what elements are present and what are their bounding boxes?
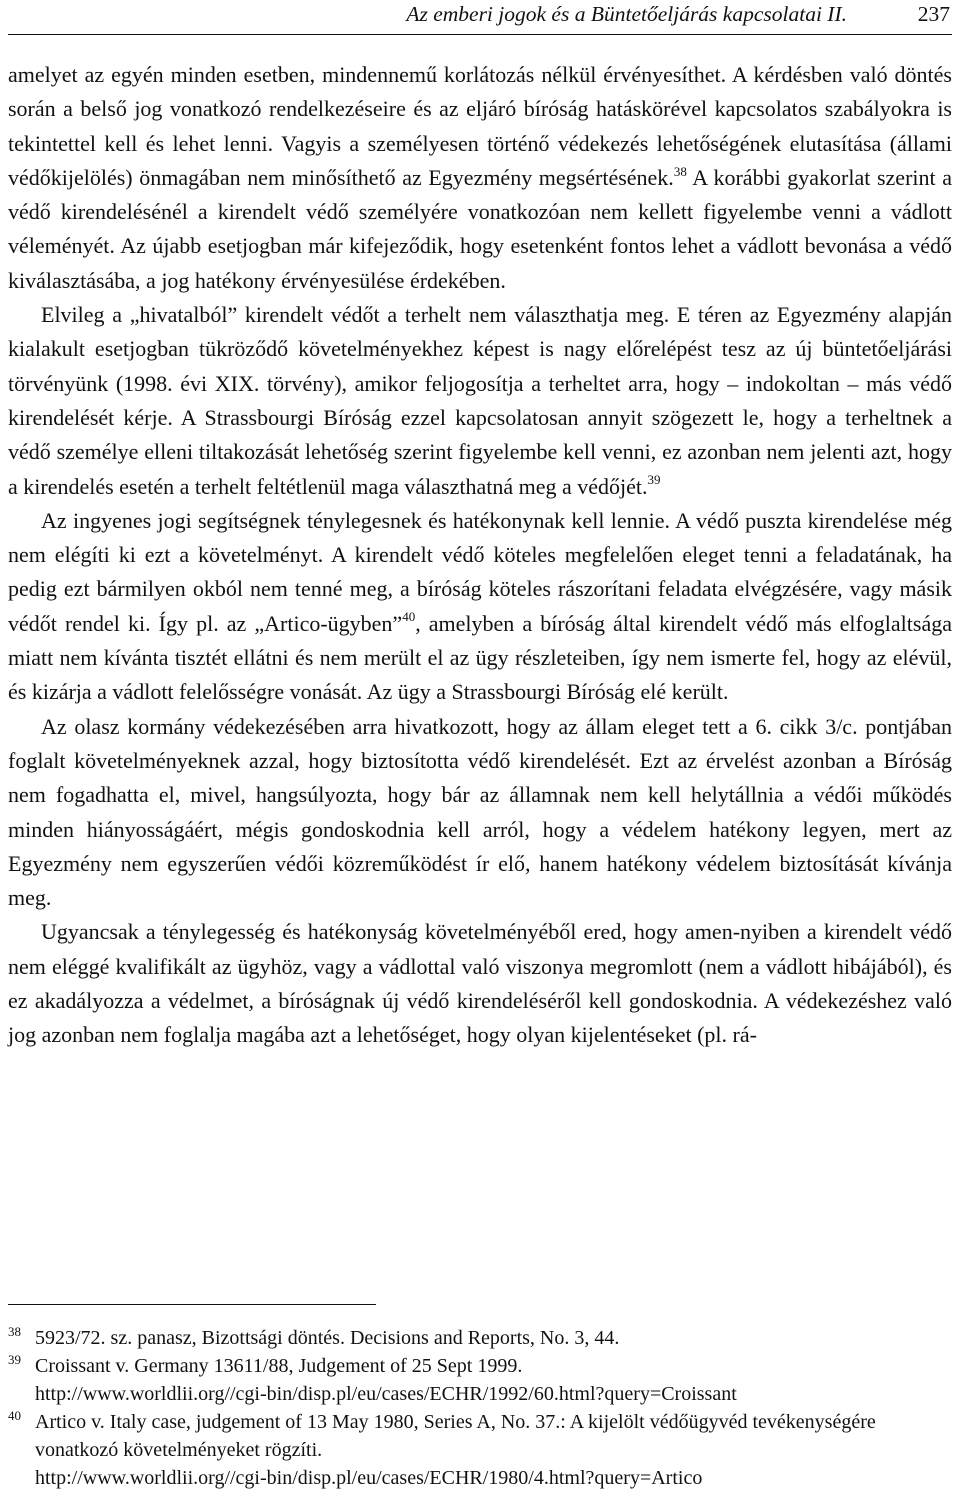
running-title: Az emberi jogok és a Büntetőeljárás kapcsolatai II. [406, 2, 847, 26]
paragraph-text: Elvileg a „hivatalból” kirendelt védőt a terhelt nem választhatja meg. E téren az Egyezmény alapján kialakult esetjogban tükröződő követelményekhez képest is nagy előrelépést tesz az új büntetőeljárási törvényünk (1998. évi XIX. törvény), amikor feljogosítja a terheltet arra, hogy – indokoltan – más védő kirendelését kérje. A Strassbourgi Bíróság ezzel kapcsolatosan annyit szögezett le, hogy a terheltnek a védő személye elleni tiltakozását lehetőség szerint figyelembe kell venni, ez azonban nem jelenti azt, hogy a kirendelés esetén a terhelt feltétlenül maga választhatná meg a védőjét. [8, 302, 952, 499]
footnote [8, 1352, 952, 1408]
paragraph [8, 504, 952, 710]
footnote-text: 5923/72. sz. panasz, Bizottsági döntés. Decisions and Reports, No. 3, 44. [35, 1327, 620, 1349]
footnote-number: 39 [8, 1352, 21, 1367]
footnote-text: Croissant v. Germany 13611/88, Judgement of 25 Sept 1999. [35, 1355, 523, 1377]
footnote [8, 1324, 952, 1352]
main-text [8, 58, 952, 1053]
footnote [8, 1408, 952, 1492]
page-number: 237 [917, 2, 950, 26]
paragraph-text: amelyet az egyén minden esetben, mindennemű korlátozás nélkül érvényesíthet. A kérdésben való döntés során a belső jog vonatkozó rendelkezéseire és az eljáró bíróság hatáskörével kapcsolatos szabályokra is tekintettel kell és lehet lenni. Vagyis a személyesen történő védekezés lehetőségének elutasítása (állami védőkijelölés) önmagában nem minősíthető az Egyezmény megsértésének. [8, 62, 952, 190]
footnotes [8, 1324, 952, 1492]
footnote-ref[interactable]: 38 [673, 163, 687, 179]
footnote-ref[interactable]: 40 [402, 609, 416, 625]
paragraph: Ugyancsak a ténylegesség és hatékonyság követelményéből ered, hogy amen-nyiben a kirendelt védő nem eléggé kvalifikált az ügyhöz, vagy a vádlottal való viszonya megromlott (nem a vádlott hibájából), és ez akadályozza a védelmet, a bíróságnak új védő kirendeléséről kell gondoskodnia. A védekezéshez való jog azonban nem foglalja magába azt a lehetőséget, hogy olyan kijelentéseket (pl. rá- [8, 919, 952, 1048]
paragraph [8, 58, 952, 298]
paragraph-text: , amelyben a bíróság által kirendelt védő más elfoglaltsága miatt nem kívánta tisztét ellátni és nem merült el az ügy részleteiben, így nem ismerte fel, hogy az elévül, és kizárja a vádlott felelősségre vonását. Az ügy a Strassbourgi Bíróság elé került. [8, 610, 952, 705]
footnote-separator [8, 1304, 376, 1305]
paragraph-text: A korábbi gyakorlat szerint a védő kirendelésénél a kirendelt védő személyére vonatkozóan nem kellett figyelembe venni a vádlott véleményét. Az újabb esetjogban már kifejeződik, hogy esetenként fontos lehet a vádlott bevonása a védő kiválasztásába, a jog hatékony érvényesülése érdekében. [8, 164, 952, 293]
paragraph: Az olasz kormány védekezésében arra hivatkozott, hogy az állam eleget tett a 6. cikk 3/c. pontjában foglalt követelményeknek azzal, hogy biztosította védő kirendelését. Ezt az érvelést azonban a Bíróság nem fogadhatta el, mivel, hangsúlyozta, hogy bár az államnak nem kell helytállnia a védői működés minden hiányosságáért, mégis gondoskodnia kell arról, hogy a védelem hatékony legyen, mert az Egyezmény nem egyszerűen védői közreműködést ír elő, hanem hatékony védelem biztosítását kívánja meg. [8, 713, 952, 911]
footnote-number: 40 [8, 1408, 21, 1423]
paragraph [8, 298, 952, 504]
footnote-text: Artico v. Italy case, judgement of 13 May 1980, Series A, No. 37.: A kijelölt védőügyvéd tevékenységére vonatkozó követelményeket rögzíti. [35, 1411, 876, 1461]
running-header [8, 0, 952, 35]
footnote-ref[interactable]: 39 [647, 472, 661, 488]
paragraph-text: Az ingyenes jogi segítségnek ténylegesnek és hatékonynak kell lennie. A védő puszta kirendelése még nem elégíti ki ezt a követelményt. A kirendelt védő köteles megfelelően eleget tenni a feladatának, ha pedig ezt bármilyen okból nem tenné meg, a bíróság köteles rászorítani feladata elvégzésére, vagy másik védőt rendel ki. Így pl. az „Artico-ügyben” [8, 507, 952, 636]
footnote-link[interactable]: http://www.worldlii.org//cgi-bin/disp.pl/eu/cases/ECHR/1980/4.html?query=Artico [35, 1467, 703, 1489]
footnote-link[interactable]: http://www.worldlii.org//cgi-bin/disp.pl/eu/cases/ECHR/1992/60.html?query=Croissant [35, 1383, 737, 1405]
footnote-number: 38 [8, 1324, 21, 1339]
